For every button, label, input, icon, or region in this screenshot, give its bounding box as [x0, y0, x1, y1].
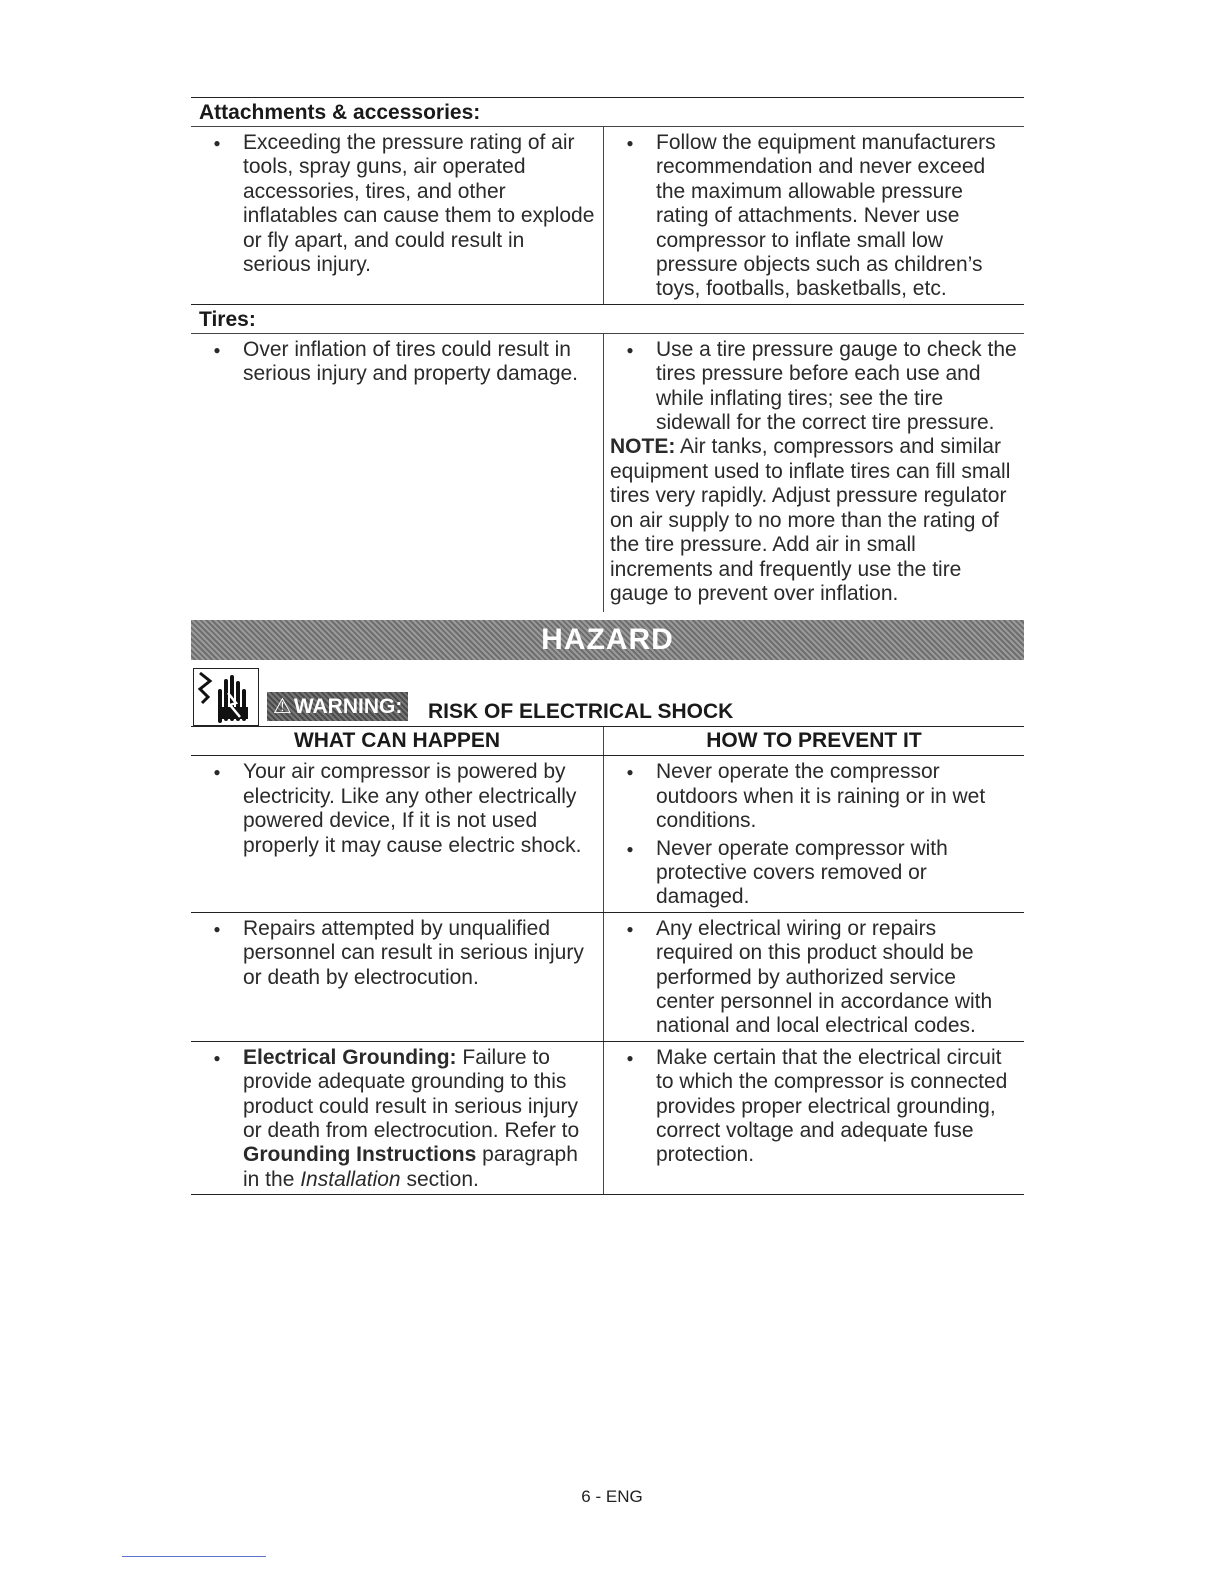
bullet-icon: ● [626, 136, 634, 150]
warning-label: WARNING: [293, 695, 403, 719]
warning-line [191, 660, 1024, 727]
bullet-icon: ● [213, 342, 221, 357]
section-heading-attachments: Attachments & accessories: [191, 98, 1024, 127]
hazard-cell [191, 756, 604, 911]
bullet-text [243, 1046, 603, 1192]
bullet-icon: ● [626, 1050, 634, 1065]
note-label: NOTE: [610, 435, 676, 459]
attachments-row [191, 127, 1024, 305]
bullet-text: Your air compressor is powered by electricity. Like any other electrically powered device, If it is not used properly it may cause electric shock. [243, 760, 582, 857]
tires-row [191, 334, 1024, 612]
hazard-column-headers [191, 727, 1024, 756]
list-item [191, 338, 603, 387]
grounding-term: Electrical Grounding: [243, 1045, 457, 1069]
list-item [604, 917, 1024, 1039]
hazard-row [191, 756, 1024, 912]
warning-badge [267, 692, 408, 721]
grounding-text-2: paragraph in the [243, 1143, 578, 1191]
attachments-prevent-cell [604, 127, 1024, 304]
attachments-hazard-cell [191, 127, 604, 304]
bullet-icon: ● [213, 1050, 221, 1065]
bullet-icon: ● [626, 342, 634, 357]
list-item [604, 760, 1024, 833]
list-item [191, 917, 603, 990]
bullet-text: Repairs attempted by unqualified personnel can result in serious injury or death by electrocution. [243, 916, 584, 989]
installation-ref: Installation [300, 1167, 401, 1191]
list-item [604, 1046, 1024, 1168]
list-item [191, 760, 603, 858]
column-header-what-can-happen: WHAT CAN HAPPEN [191, 727, 604, 755]
column-header-how-to-prevent: HOW TO PREVENT IT [706, 729, 922, 753]
bullet-icon: ● [213, 136, 221, 150]
tires-hazard-cell [191, 334, 604, 612]
bullet-icon: ● [626, 921, 634, 936]
list-item [191, 1046, 603, 1192]
warning-triangle-icon: ⚠ [273, 695, 292, 719]
hazard-row [191, 913, 1024, 1042]
bullet-text: Make certain that the electrical circuit to which the compressor is connected provides proper electrical grounding, correct voltage and adequate fuse protection. [656, 1045, 1008, 1167]
hazard-cell [191, 1042, 604, 1194]
hazard-cell [191, 913, 604, 1041]
blue-rule [122, 1556, 266, 1557]
hazard-row [191, 1042, 1024, 1195]
list-item [604, 338, 1024, 436]
prevent-cell [604, 756, 1024, 911]
grounding-instructions-ref: Grounding Instructions [243, 1143, 477, 1167]
bullet-icon: ● [626, 765, 634, 780]
bullet-text: Exceeding the pressure rating of air tools, spray guns, air operated accessories, tires, and other inflatables can cause them to explode or fly apart, and could result in serious injury. [243, 131, 595, 277]
tires-prevent-cell [604, 334, 1024, 612]
prevent-cell [604, 1042, 1024, 1194]
bullet-text: Never operate the compressor outdoors when it is raining or in wet conditions. [656, 760, 986, 833]
bullet-text: Never operate compressor with protective covers removed or damaged. [656, 836, 948, 909]
list-item [604, 837, 1024, 910]
list-item [604, 131, 1024, 302]
safety-table [191, 97, 1024, 1195]
tires-note [604, 435, 1024, 612]
bullet-icon: ● [213, 765, 221, 780]
grounding-text: Failure to provide adequate grounding to this product could result in serious injury or death from electrocution. Refer to [243, 1045, 580, 1142]
grounding-text-3: section. [400, 1167, 479, 1191]
note-text: Air tanks, compressors and similar equipment used to inflate tires can fill small tires very rapidly. Adjust pressure regulator on air supply to no more than the rating of the tire pressure. Add air in small increments and frequently use the tire gauge to prevent over inflation. [610, 435, 1011, 605]
bullet-icon: ● [213, 921, 221, 936]
section-heading-tires: Tires: [191, 305, 1024, 334]
bullet-text: Use a tire pressure gauge to check the tires pressure before each use and while inflating tires; see the tire sidewall for the correct tire pressure. [656, 337, 1017, 435]
bullet-text: Any electrical wiring or repairs required on this product should be performed by authorized service center personnel in accordance with national and local electrical codes. [656, 916, 993, 1038]
list-item [191, 131, 603, 277]
electric-shock-hand-icon [193, 668, 259, 726]
page-number: 6 - ENG [581, 1487, 643, 1506]
prevent-cell [604, 913, 1024, 1041]
bullet-text: Over inflation of tires could result in serious injury and property damage. [243, 337, 579, 386]
bullet-text: Follow the equipment manufacturers recommendation and never exceed the maximum allowable pressure rating of attachments. Never use compressor to inflate small low pressure objects such as children’s toys, footballs, basketballs, etc. [656, 131, 996, 301]
hazard-label: HAZARD [541, 623, 674, 657]
risk-title: RISK OF ELECTRICAL SHOCK [428, 700, 734, 724]
hazard-banner [191, 620, 1024, 660]
bullet-icon: ● [626, 841, 634, 856]
